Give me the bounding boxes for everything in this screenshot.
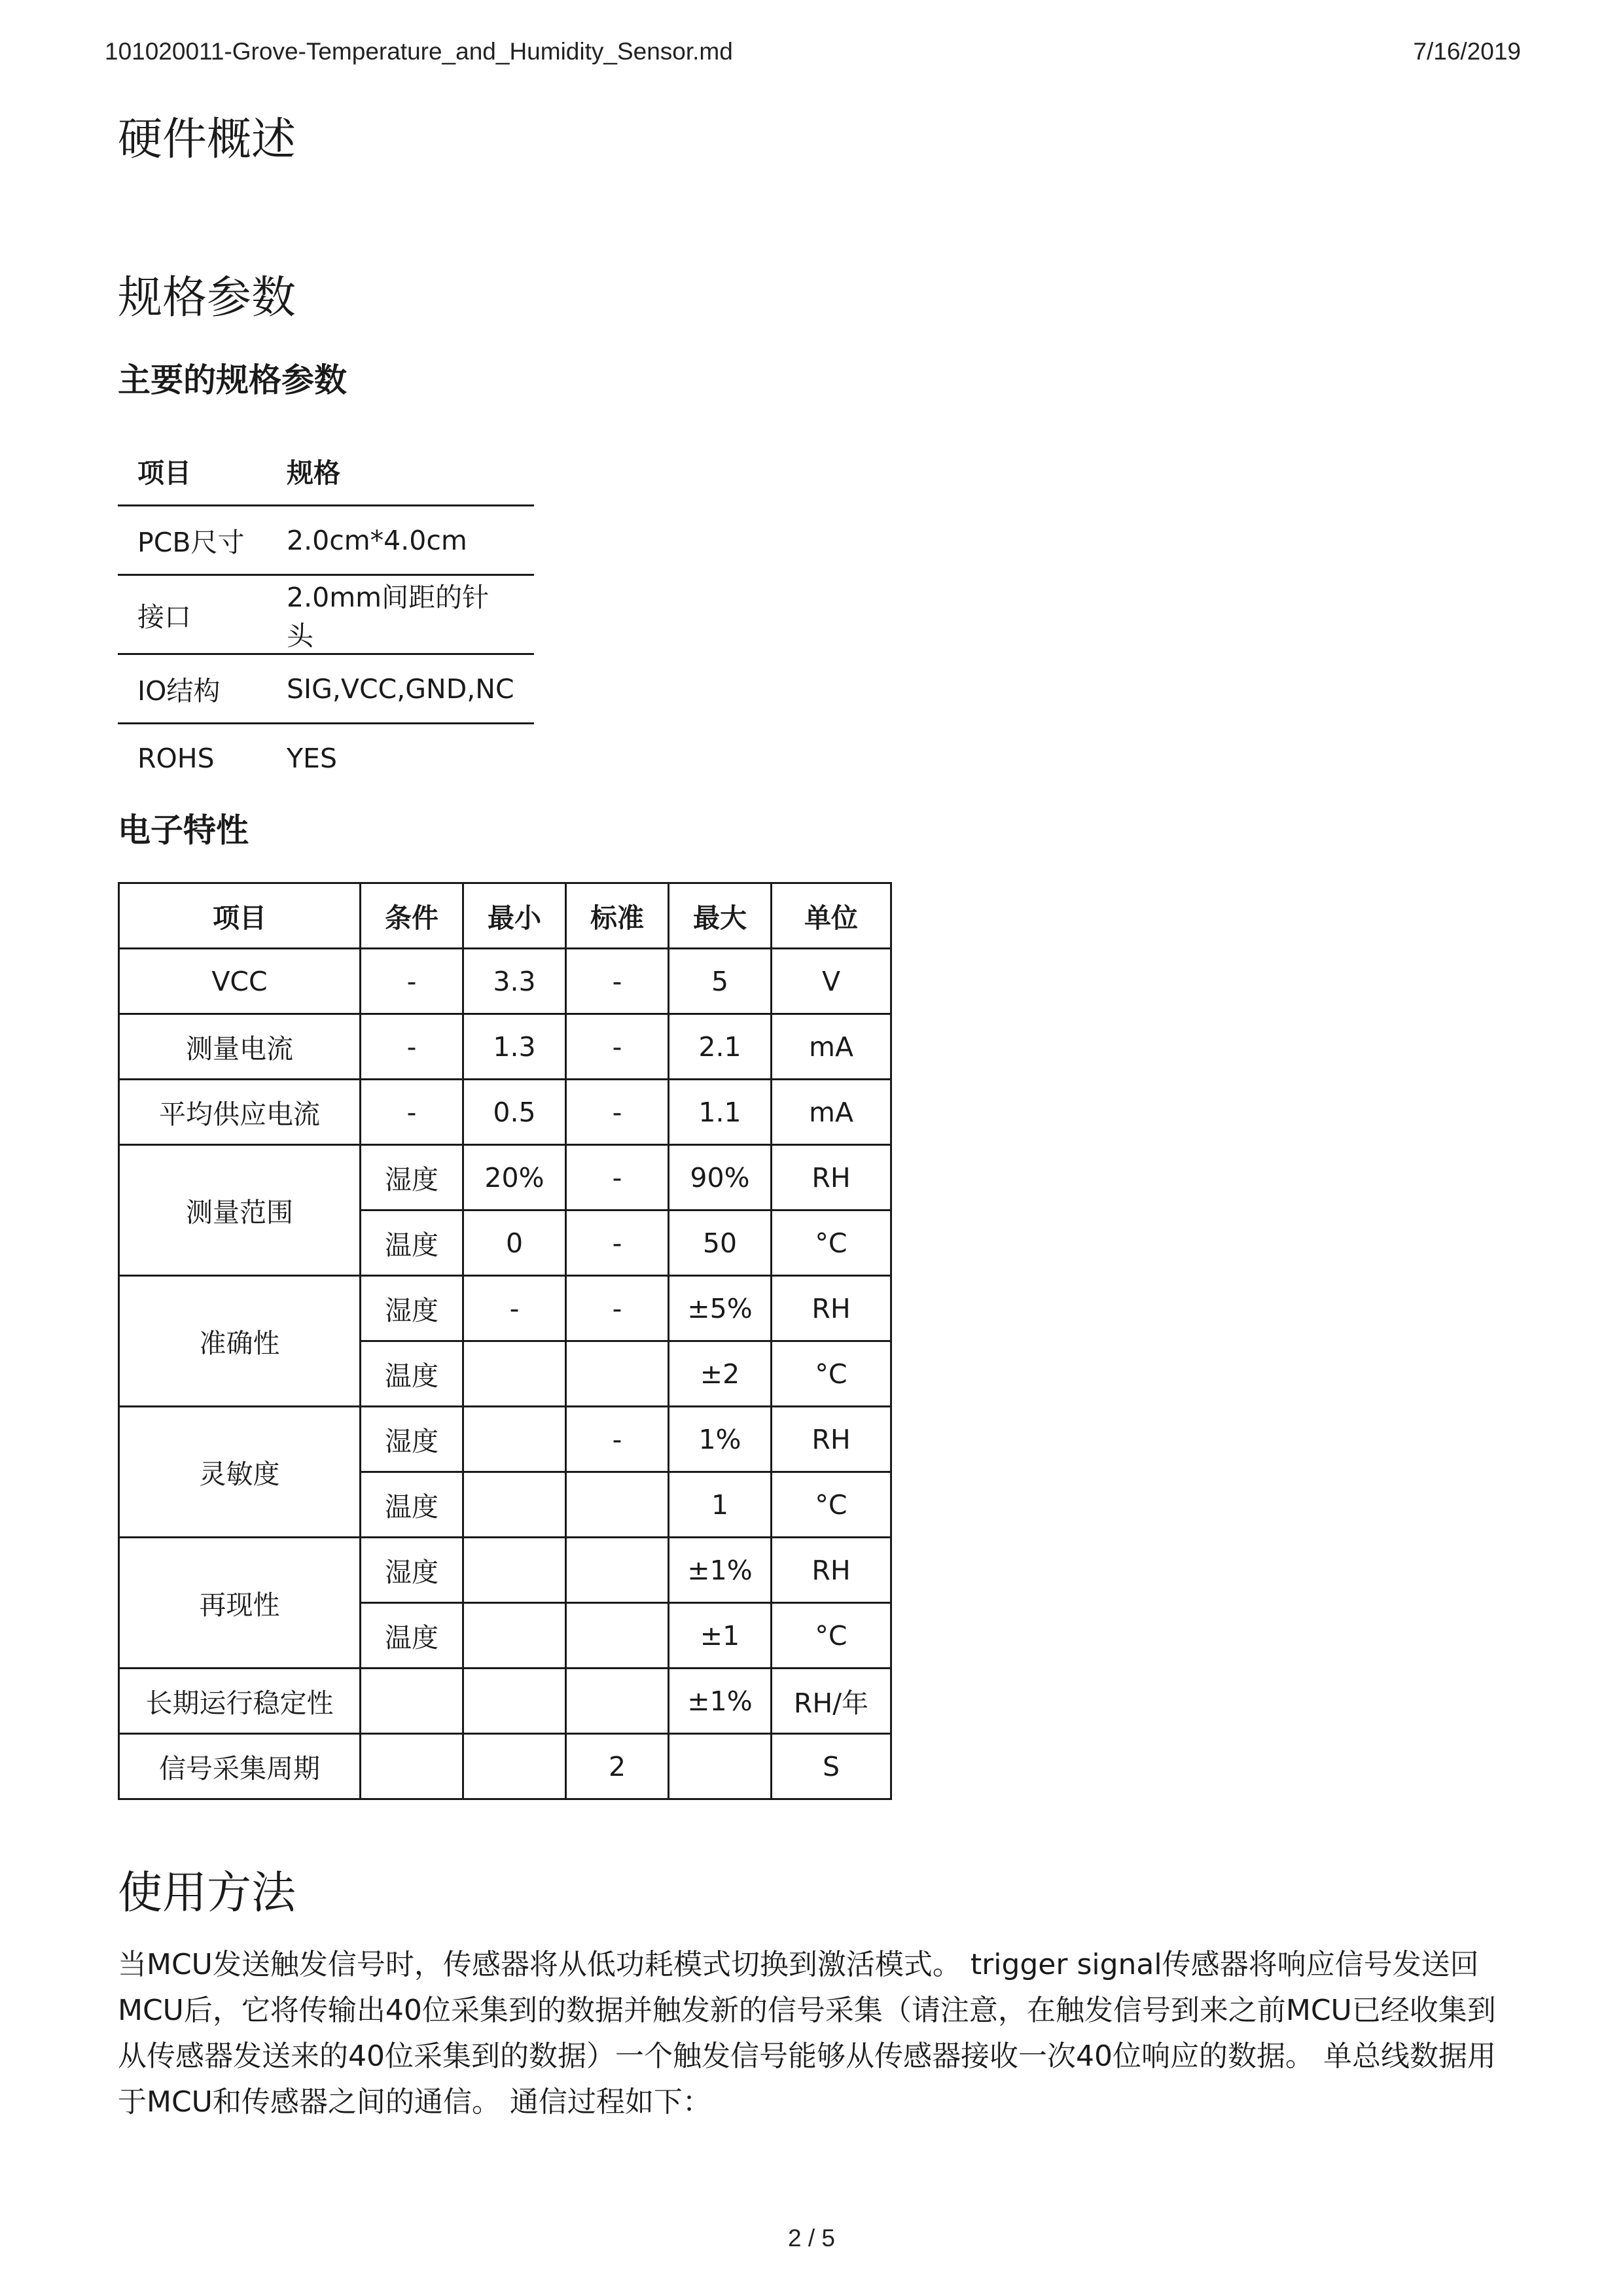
table-cell: - [566, 1276, 669, 1341]
heading-electrical: 电子特性 [118, 811, 249, 849]
table-cell [463, 1669, 566, 1734]
table-cell: 湿度 [361, 1276, 463, 1341]
table-row [119, 1669, 891, 1734]
table-cell [463, 1603, 566, 1669]
table-cell: 0.5 [463, 1080, 566, 1145]
column-header: 项目 [118, 437, 267, 506]
table-cell [566, 1669, 669, 1734]
table-cell: 平均供应电流 [119, 1080, 361, 1145]
table-cell: 灵敏度 [119, 1407, 361, 1538]
table-cell: - [566, 1210, 669, 1276]
table-row [118, 575, 534, 654]
heading-usage: 使用方法 [118, 1867, 296, 1919]
table-cell: - [463, 1276, 566, 1341]
table-cell [463, 1341, 566, 1407]
table-cell: RH [772, 1407, 891, 1472]
table-cell: ±2 [669, 1341, 772, 1407]
table-cell: 1% [669, 1407, 772, 1472]
table-cell [463, 1734, 566, 1799]
column-header: 标准 [566, 883, 669, 949]
table-row [119, 1014, 891, 1080]
table-cell: 2.1 [669, 1014, 772, 1080]
table-cell [566, 1472, 669, 1538]
table-cell: 接口 [118, 575, 267, 654]
table-cell: 2.0mm间距的针头 [267, 575, 534, 654]
table-cell: 1.3 [463, 1014, 566, 1080]
table-cell [566, 1603, 669, 1669]
table-cell: 2 [566, 1734, 669, 1799]
table-cell: 90% [669, 1145, 772, 1210]
table-cell: YES [287, 742, 337, 774]
table-cell: ROHS [137, 742, 215, 774]
table-row [119, 1145, 891, 1210]
table-cell: 温度 [361, 1472, 463, 1538]
table-cell: - [361, 1014, 463, 1080]
table-cell: 1.1 [669, 1080, 772, 1145]
table-cell: 长期运行稳定性 [119, 1669, 361, 1734]
table-cell: 20% [463, 1145, 566, 1210]
table-row [118, 506, 534, 575]
table-cell: 温度 [361, 1603, 463, 1669]
table-cell: 温度 [361, 1341, 463, 1407]
table-row [118, 724, 534, 792]
table-cell: - [566, 1145, 669, 1210]
table-cell: 湿度 [361, 1145, 463, 1210]
table-cell: RH [772, 1276, 891, 1341]
table-cell [463, 1407, 566, 1472]
table-cell: IO结构 [118, 654, 267, 724]
table-cell: - [566, 1080, 669, 1145]
table-cell [463, 1472, 566, 1538]
table-cell: °C [772, 1210, 891, 1276]
table-cell [566, 1341, 669, 1407]
table-cell: mA [772, 1080, 891, 1145]
table-cell: PCB尺寸 [118, 506, 267, 575]
table-cell: 测量范围 [119, 1145, 361, 1276]
column-header: 单位 [772, 883, 891, 949]
column-header: 最大 [669, 883, 772, 949]
table-header-row [118, 437, 534, 506]
column-header: 条件 [361, 883, 463, 949]
table-cell: - [566, 1014, 669, 1080]
column-header: 项目 [119, 883, 361, 949]
table-row [119, 1407, 891, 1472]
table-cell: °C [772, 1341, 891, 1407]
table-row [119, 949, 891, 1014]
table-row [118, 654, 534, 724]
table-cell: RH [772, 1145, 891, 1210]
table-cell: °C [772, 1472, 891, 1538]
table-cell: S [772, 1734, 891, 1799]
heading-specs: 规格参数 [118, 272, 296, 324]
table-cell: - [566, 949, 669, 1014]
table-cell [566, 1538, 669, 1603]
column-header: 最小 [463, 883, 566, 949]
table-cell: 准确性 [119, 1276, 361, 1407]
table-cell: ±1% [669, 1669, 772, 1734]
table-cell: - [361, 949, 463, 1014]
table-cell [361, 1734, 463, 1799]
table-cell: ±1% [669, 1538, 772, 1603]
table-cell: 50 [669, 1210, 772, 1276]
document-filename: 101020011-Grove-Temperature_and_Humidity_Sensor.md [105, 38, 733, 65]
table-cell: SIG,VCC,GND,NC [267, 654, 534, 724]
table-header-row [119, 883, 891, 949]
main-spec-table [118, 437, 534, 792]
table-cell [361, 1669, 463, 1734]
table-row [119, 1080, 891, 1145]
table-cell: RH/年 [772, 1669, 891, 1734]
heading-main-specs: 主要的规格参数 [118, 361, 347, 399]
table-cell: 5 [669, 949, 772, 1014]
print-date: 7/16/2019 [1413, 38, 1521, 65]
table-row [119, 1276, 891, 1341]
table-row [119, 1734, 891, 1799]
table-cell: 湿度 [361, 1538, 463, 1603]
table-cell: 1 [669, 1472, 772, 1538]
table-cell: 湿度 [361, 1407, 463, 1472]
usage-paragraph: 当MCU发送触发信号时，传感器将从低功耗模式切换到激活模式。 trigger signal传感器将响应信号发送回MCU后，它将传输出40位采集到的数据并触发新的信号采集（请注意，在触发信号到来之前MCU已经收集到从传感器发送来的40位采集到的数据）一个触发信号能够从传感器接收一次40位响应的数据。 单总线数据用于MCU和传感器之间的通信。 通信过程如下： [118, 1948, 1496, 2119]
table-cell: VCC [119, 949, 361, 1014]
heading-hardware-overview: 硬件概述 [118, 114, 296, 166]
table-cell: mA [772, 1014, 891, 1080]
table-cell: - [361, 1080, 463, 1145]
table-cell [669, 1734, 772, 1799]
table-cell: 3.3 [463, 949, 566, 1014]
electrical-characteristics-table [118, 882, 892, 1800]
column-header: 规格 [267, 437, 534, 506]
table-cell: 再现性 [119, 1538, 361, 1669]
table-cell: V [772, 949, 891, 1014]
table-cell: RH [772, 1538, 891, 1603]
table-cell: ±5% [669, 1276, 772, 1341]
page-number: 2 / 5 [788, 2225, 835, 2252]
table-cell: 温度 [361, 1210, 463, 1276]
table-row [119, 1538, 891, 1603]
table-cell: ±1 [669, 1603, 772, 1669]
table-cell: 信号采集周期 [119, 1734, 361, 1799]
table-cell: 2.0cm*4.0cm [267, 506, 534, 575]
table-cell [463, 1538, 566, 1603]
table-cell: °C [772, 1603, 891, 1669]
table-cell: 0 [463, 1210, 566, 1276]
table-cell: - [566, 1407, 669, 1472]
table-cell: 测量电流 [119, 1014, 361, 1080]
